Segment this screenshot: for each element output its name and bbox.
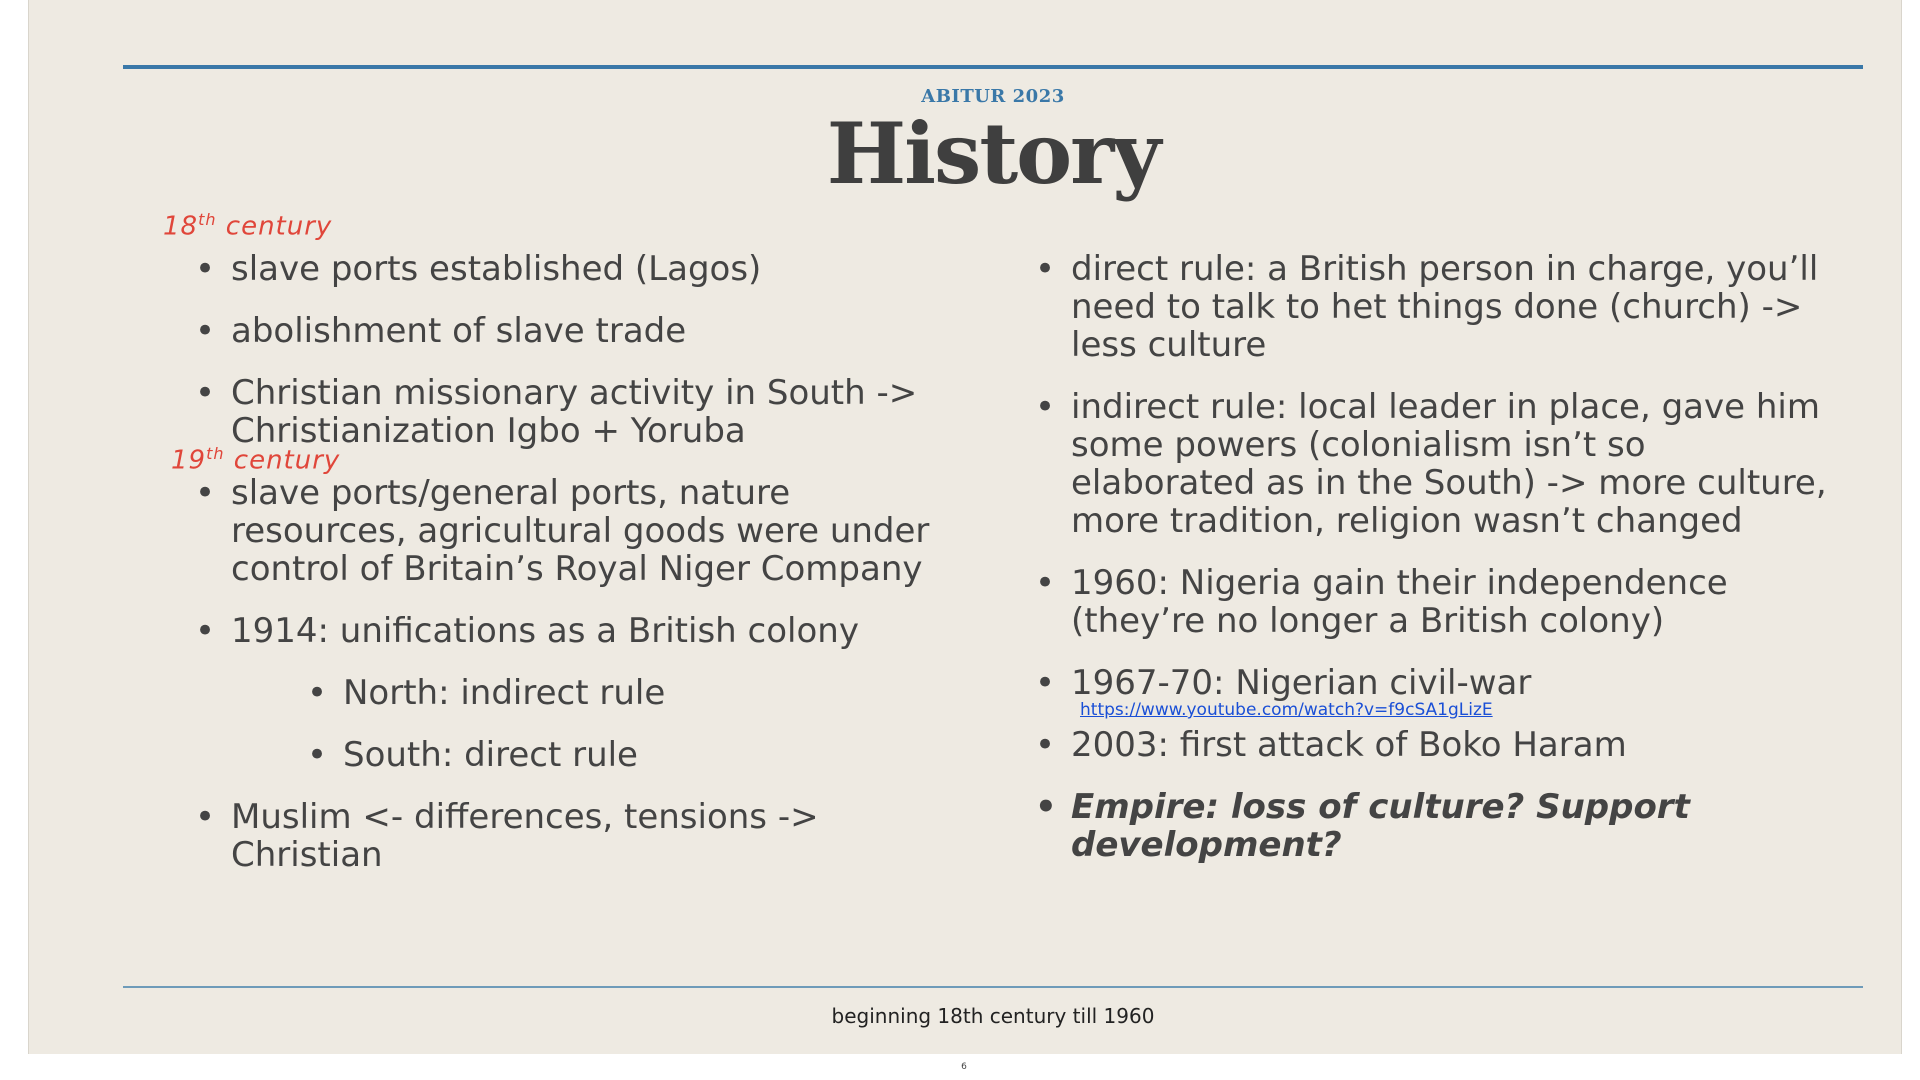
list-item-text: 1967-70: Nigerian civil-war [1071,663,1532,703]
bullet-icon: • [1035,563,1056,603]
sub-list-item [307,736,975,774]
list-item [195,798,975,874]
list-item-text: 1914: unifications as a British colony [231,611,859,651]
youtube-link[interactable]: https://www.youtube.com/watch?v=f9cSA1gLizE [1080,700,1493,720]
annotation-num: 19 [171,445,207,476]
list-item-emphasis [1035,788,1835,864]
bullet-icon: • [195,611,216,651]
bullet-icon: • [195,311,216,351]
list-item-text: 2003: first attack of Boko Haram [1071,725,1627,765]
bullet-icon: • [307,735,328,775]
annotation-num: 18 [163,211,199,242]
list-item-text: direct rule: a British person in charge, you’ll need to talk to het things done (church) -> less culture [1071,249,1819,365]
list-item [195,374,975,450]
list-item [1035,250,1835,364]
list-item [1035,726,1835,764]
list-item-text: South: direct rule [343,735,638,775]
annotation-18th-century [163,210,332,242]
bullet-icon: • [195,473,216,513]
slide-caption: beginning 18th century till 1960 [831,1004,1155,1028]
slide [28,0,1902,1054]
list-item-text: indirect rule: local leader in place, gave him some powers (colonialism isn’t so elaborated as in the South) -> more culture, more tradition, religion wasn’t changed [1071,387,1827,541]
bullet-icon: • [1035,787,1057,827]
bullet-icon: • [195,797,216,837]
list-item [1035,664,1835,702]
slide-kicker: ABITUR 2023 [921,86,1065,107]
left-column [195,250,975,874]
bullet-icon: • [1035,725,1056,765]
list-item-text: slave ports/general ports, nature resources, agricultural goods were under control of Britain’s Royal Niger Company [231,473,930,589]
sub-list-item [307,674,975,712]
list-item-text: Empire: loss of culture? Support development? [1071,787,1690,865]
list-item [1035,388,1835,540]
list-item [195,312,975,350]
list-item [195,474,975,588]
bullet-icon: • [1035,387,1056,427]
annotation-sup: th [198,210,217,229]
right-column [1035,250,1835,864]
bullet-icon: • [195,249,216,289]
list-item-text: abolishment of slave trade [231,311,687,351]
list-item-text: Muslim <- differences, tensions -> Christian [231,797,819,875]
annotation-sup: th [206,444,225,463]
list-item [195,612,975,650]
list-item-text: Christian missionary activity in South -> Christianization Igbo + Yoruba [231,373,918,451]
bullet-icon: • [1035,249,1056,289]
list-item [1035,564,1835,640]
list-item-text: slave ports established (Lagos) [231,249,762,289]
bullet-icon: • [307,673,328,713]
page-number: 6 [961,1062,967,1072]
annotation-word: century [233,445,341,476]
list-item-text: North: indirect rule [343,673,666,713]
list-item-text: 1960: Nigeria gain their independence (they’re no longer a British colony) [1071,563,1728,641]
bottom-rule [123,986,1863,988]
annotation-word: century [225,211,333,242]
top-rule [123,65,1863,69]
list-item [195,250,975,288]
slide-title: History [826,104,1160,203]
bullet-icon: • [195,373,216,413]
bullet-icon: • [1035,663,1056,703]
